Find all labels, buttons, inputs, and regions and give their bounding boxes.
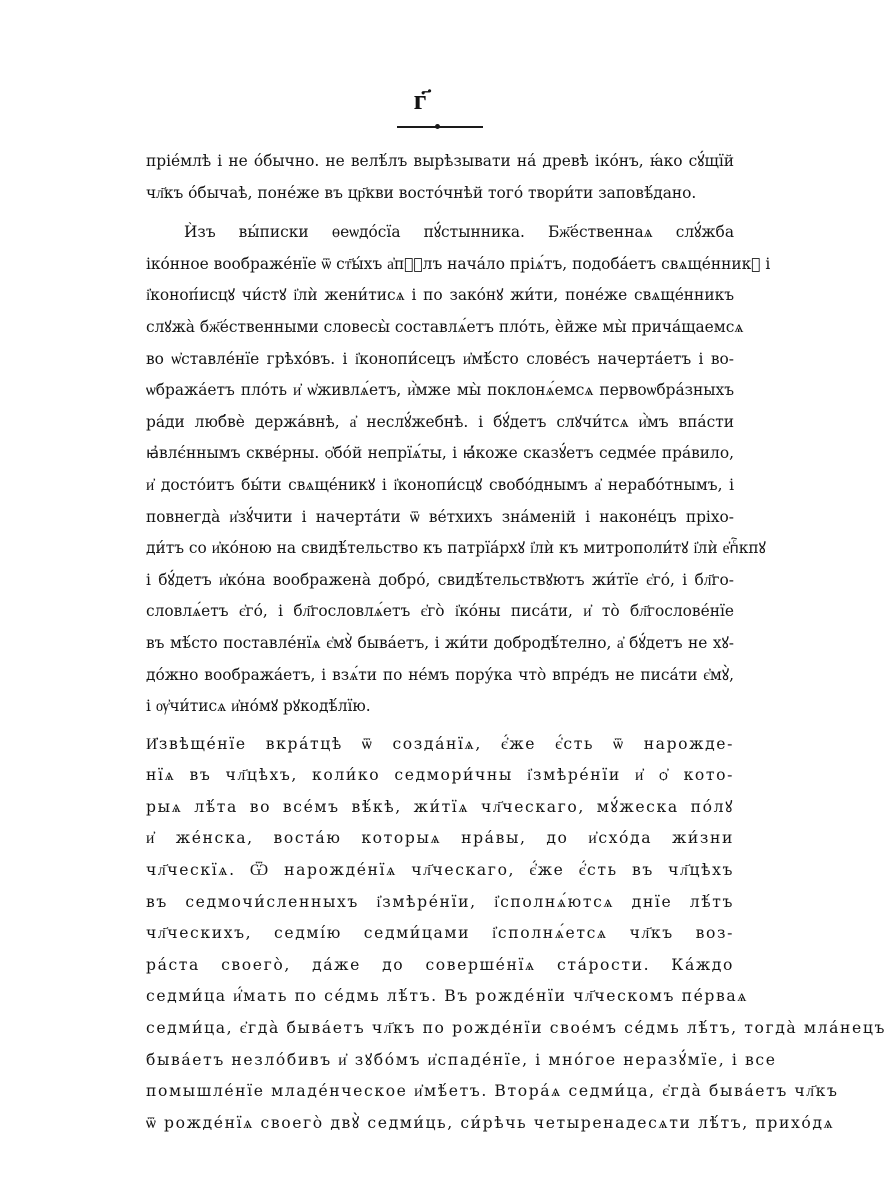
text-line: до́жно вообража́етъ, і взѧ́ти по не́мъ пору́ка что̀ впре́дъ не писа́ти є҆мꙋ̀,: [146, 665, 734, 684]
text-line: повнегда̀ и҆зꙋ́чити і начерта́ти ѿ ве́тхихъ зна́меній і наконе́цъ пріхо-: [146, 507, 734, 526]
text-line: ди́тъ со и҆ко́ною на свидѣ́тельство къ патрїа́рхꙋ і҆лѝ къ митрополи́тꙋ і҆лѝ е҆пⷭ҇кпꙋ: [146, 539, 766, 558]
text-line: словлѧ́етъ є҆го́, і бл҃гословлѧ́етъ є҆го̀ і҆ко́ны писа́ти, и҆ то̀ бл҃гослове́нїе: [146, 602, 734, 621]
text-line: чл҃къ о́бычаѣ, поне́же въ цр҃кви восто́чнѣй того́ твори́ти заповѣ́дано.: [146, 183, 697, 202]
text-line: чл҃ческихъ, седмі́ю седми́цами і҆сполнѧ́етсѧ чл҃къ воз-: [146, 924, 734, 943]
text-line: ꙗ҆влє́ннымъ скве́рны. ѻ҆бо́й непрїѧ́ты, і ꙗ҆́коже сказꙋ́етъ седме́е пра́вило,: [146, 444, 734, 463]
text-line: і бꙋ́детъ и҆ко́на воображена̀ добро́, свидѣ́тельствꙋютъ жи́тїе є҆го́, і бл҃го-: [146, 570, 734, 589]
text-line: Ѝзъ вы́писки ѳеѡдо́сїа пꙋ́стынника. Бж҃е́ственнаѧ слꙋ́жба: [184, 223, 734, 242]
text-line: і ѹ҆чи́тисѧ и҆но́мꙋ рꙋкодѣ́лїю.: [146, 697, 371, 716]
text-line: рыѧ лѣ́та во все́мъ вѣ́кѣ, жи́тїѧ чл҃ческаго, мꙋ́жеска по́лꙋ: [146, 797, 734, 816]
text-line: слꙋжа̀ бж҃е́ственными словесы̀ составлѧ́етъ пло́ть, ѐйже мы̀ прича́щаемсѧ: [146, 317, 744, 336]
text-line: и҆ досто́итъ бы́ти свѧще́никꙋ і і҆конопи́сцꙋ свобо́днымъ а҆ нерабо́тнымъ, і: [146, 475, 734, 494]
text-line: чл҃ческїѧ. Ѿ нарожде́нїѧ чл҃ческаго, є҆́же є҆́сть въ чл҃цѣхъ: [146, 861, 734, 880]
text-line: ра́ди люб́вѐ держа́внѣ, а҆ неслꙋ́жебнѣ. і бꙋ́детъ слꙋчи́тсѧ и҆̀мъ впа́сти: [146, 412, 734, 431]
text-line: седми́ца и҆́мать по се́дмь лѣ́тъ. Въ рожде́нїи чл҃ческомъ пе́рваѧ: [146, 987, 749, 1006]
text-line: і҆коноп́исцꙋ чи́стꙋ і҆лѝ жени́тисѧ і по зако́нꙋ жи́ти, поне́же свѧще́нникъ: [146, 286, 734, 305]
text-line: пріе́млѣ і не о́бычно. не велѣ́лъ вырѣзывати на́ древѣ іко́нъ, ꙗ́ко сꙋ́щїй: [146, 152, 734, 170]
page-number: г҃: [413, 83, 427, 116]
text-line: ѿ рожде́нїѧ своего̀ двꙋ̀ седми́ць, си́рѣчь четыренадесѧти лѣ́тъ, прихо́дѧ: [146, 1113, 835, 1132]
text-line: И҆звѣще́нїе вкра́тцѣ ѿ созда́нїѧ, є҆́же є҆́сть ѿ нарожде-: [146, 734, 734, 753]
paragraph-2: [146, 217, 771, 723]
text-line: во ѡ҆ставле́нїе грѣхо́въ. і і҆конопи́сецъ и҆мѣ́сто слове́съ начерта́етъ і во-: [146, 349, 734, 368]
text-line: помышле́нїе младе́нческое и҆мѣ́етъ. Втора́ѧ седми́ца, є҆гда̀ быва́етъ чл҃къ: [146, 1082, 839, 1101]
text-line: нїѧ въ чл҃цѣхъ, коли́ко седмори́чны і҆змѣре́нїи и҆ ѻ҆ кото-: [146, 766, 734, 785]
text-line: седми́ца, є҆гда̀ быва́етъ чл҃къ по рожде́нїи свое́мъ се́дмь лѣ́тъ, тогда̀ мла́нецъ: [146, 1019, 886, 1038]
paragraph-3: [146, 729, 886, 1140]
text-line: быва́етъ незло́бивъ и҆ зꙋбо́мъ и҆спаде́нїе, і мно́гое неразꙋ́мїе, і все: [146, 1050, 777, 1069]
text-line: іко́нное воображе́нїе ѿ ст҃ы́хъ а҆пⷭ҇лъ нача́ло пріѧ́тъ, подоба́етъ свѧще́нникꙋ і: [146, 254, 771, 273]
text-line: ра́ста своего̀, да́же до соверше́нїѧ ста́рости. Ка́ждо: [146, 955, 734, 974]
text-line: въ седмочи́сленныхъ і҆змѣре́нїи, і҆сполнѧ́ютсѧ днїе лѣ́тъ: [146, 892, 734, 911]
paragraph-1: [146, 146, 734, 209]
text-line: въ мѣ́сто поставле́нїѧ є҆мꙋ̀ быва́етъ, і жи́ти добродѣ́телно, а҆ бꙋ́детъ не хꙋ-: [146, 633, 734, 652]
text-line: и҆ же́нска, воста́ю которыѧ нра́вы, до и҆схо́да жи́зни: [146, 829, 734, 848]
header-rule: [397, 126, 483, 128]
text-body: [146, 146, 886, 1139]
text-line: ѡбража́етъ пло́ть и҆ ѡ҆живлѧ́етъ, и҆̀мже мы̀ поклонѧ́емсѧ первоѡбра́зныхъ: [146, 381, 734, 400]
